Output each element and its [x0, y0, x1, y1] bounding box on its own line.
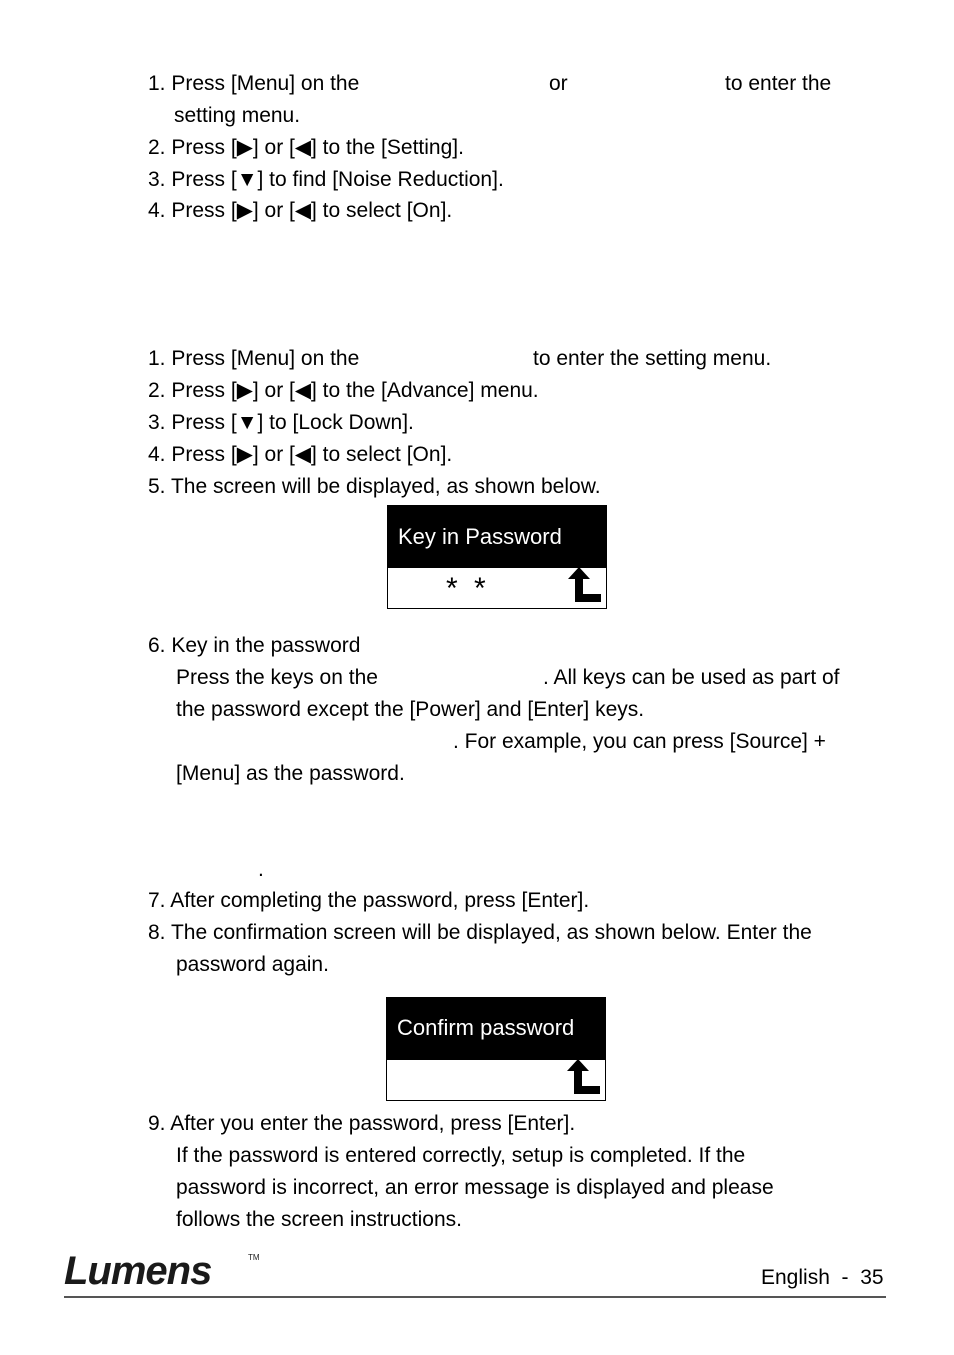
osd-password-body — [388, 568, 606, 608]
page-number-label: English - 35 — [761, 1266, 884, 1289]
lock-step-4: 4. Press [▶] or [◀] to select [On]. — [148, 443, 453, 466]
svg-text:TM: TM — [248, 1253, 260, 1262]
lock-step-6: 6. Key in the password — [148, 634, 361, 657]
lock-step-6-line4: [Menu] as the password. — [176, 762, 405, 785]
lock-step-6-line1-suffix: . All keys can be used as part of — [543, 666, 840, 689]
masked-password: * * — [446, 572, 490, 605]
lock-step-2: 2. Press [▶] or [◀] to the [Advance] menu. — [148, 379, 539, 402]
enter-icon — [568, 567, 602, 603]
step-1-prefix: 1. Press [Menu] on the — [148, 72, 360, 95]
step-1-continuation: setting menu. — [174, 104, 301, 127]
footer-divider — [64, 1296, 886, 1298]
lock-step-9-line2: If the password is entered correctly, setup is completed. If the — [176, 1144, 746, 1167]
osd-confirm-body — [387, 1060, 605, 1100]
step-1-or: or — [549, 72, 568, 95]
osd-confirm-title: Confirm password — [387, 998, 605, 1060]
stray-period: . — [258, 858, 264, 881]
step-1-suffix: to enter the — [725, 72, 832, 95]
osd-password-title: Key in Password — [388, 506, 606, 568]
lock-step-1-suffix: to enter the setting menu. — [533, 347, 772, 370]
lock-step-6-line2: the password except the [Power] and [Enter] keys. — [176, 698, 645, 721]
lock-step-8-line1: 8. The confirmation screen will be displayed, as shown below. Enter the — [148, 921, 812, 944]
lumens-logo — [64, 1250, 264, 1290]
lock-step-6-line1-prefix: Press the keys on the — [176, 666, 378, 689]
lock-step-1-prefix: 1. Press [Menu] on the — [148, 347, 360, 370]
lock-step-3: 3. Press [▼] to [Lock Down]. — [148, 411, 414, 434]
osd-confirm-box — [386, 997, 606, 1101]
lock-step-9-line1: 9. After you enter the password, press [Enter]. — [148, 1112, 576, 1135]
lock-step-9-line3: password is incorrect, an error message is displayed and please — [176, 1176, 774, 1199]
step-4: 4. Press [▶] or [◀] to select [On]. — [148, 199, 453, 222]
step-3: 3. Press [▼] to find [Noise Reduction]. — [148, 168, 504, 191]
lock-step-8-line2: password again. — [176, 953, 329, 976]
lock-step-9-line4: follows the screen instructions. — [176, 1208, 462, 1231]
enter-icon — [567, 1059, 601, 1095]
lock-step-7: 7. After completing the password, press [Enter]. — [148, 889, 590, 912]
step-2: 2. Press [▶] or [◀] to the [Setting]. — [148, 136, 464, 159]
osd-password-box — [387, 505, 607, 609]
lock-step-5: 5. The screen will be displayed, as shown below. — [148, 475, 601, 498]
svg-text:Lumens: Lumens — [64, 1250, 212, 1290]
lock-step-6-line3: . For example, you can press [Source] + — [453, 730, 826, 753]
